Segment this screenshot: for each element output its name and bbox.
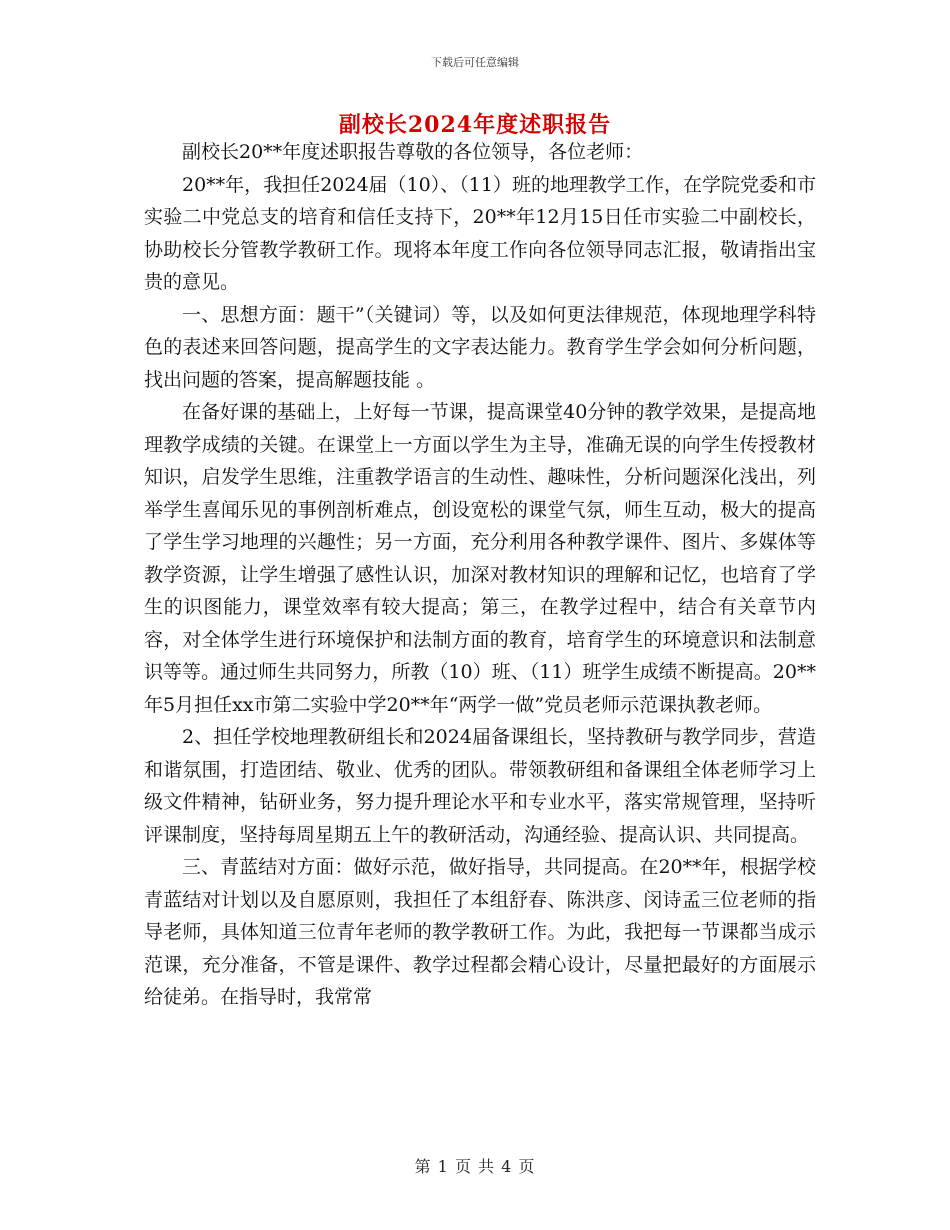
paragraph-salutation: 副校长20**年度述职报告尊敬的各位领导，各位老师：: [182, 141, 644, 163]
paragraph-intro: 20**年，我担任2024届（10）、（11）班的地理教学工作，在学院党委和市实验二中党总支的培育和信任支持下，20**年12月15日任市实验二中副校长，协助校长分管教学教研工作。现将本年度工作向各位领导同志汇报，敬请指出宝贵的意见。: [144, 173, 816, 293]
paragraph-teaching: 在备好课的基础上，上好每一节课，提高课堂40分钟的教学效果，是提高地理教学成绩的关键。在课堂上一方面以学生为主导，准确无误的向学生传授教材知识，启发学生思维，注重教学语言的生动性、趣味性，分析问题深化浅出，列举学生喜闻乐见的事例剖析难点，创设宽松的课堂气氛，师生互动，极大的提高了学生学习地理的兴趣性；另一方面，充分利用各种教学课件、图片、多媒体等教学资源，让学生增强了感性认识，加深对教材知识的理解和记忆，也培育了学生的识图能力，课堂效率有较大提高；第三，在教学过程中，结合有关章节内容，对全体学生进行环境保护和法制方面的教育，培育学生的环境意识和法制意识等等。通过师生共同努力，所教（10）班、（11）班学生成绩不断提高。20**年5月担任xx市第二实验中学20**年“两学一做”党员老师示范课执教老师。: [144, 401, 816, 716]
header-note: 下载后可任意编辑: [431, 56, 519, 69]
document-title: 副校长2024年度述职报告: [338, 112, 612, 138]
paragraph-ideology: 一、思想方面：题干”（关键词）等，以及如何更法律规范，体现地理学科特色的表述来回答问题，提高学生的文字表达能力。教育学生学会如何分析问题，找出问题的答案，提高解题技能 。: [144, 303, 816, 391]
paragraph-research-group: 2、担任学校地理教研组长和2024届备课组长，坚持教研与教学同步，营造和谐氛围，打造团结、敬业、优秀的团队。带领教研组和备课组全体老师学习上级文件精神，钻研业务，努力提升理论水平和专业水平，落实常规管理，坚持听评课制度，坚持每周星期五上午的教研活动，沟通经验、提高认识、共同提高。: [144, 726, 816, 846]
paragraph-mentoring: 三、青蓝结对方面：做好示范，做好指导，共同提高。在20**年，根据学校青蓝结对计划以及自愿原则，我担任了本组舒春、陈洪彦、闵诗孟三位老师的指导老师，具体知道三位青年老师的教学教研工作。为此，我把每一节课都当成示范课，充分准备，不管是课件、教学过程都会精心设计，尽量把最好的方面展示给徒弟。在指导时，我常常: [144, 856, 816, 1008]
document-body: [144, 136, 816, 1014]
page-footer: 第 1 页 共 4 页: [414, 1157, 536, 1176]
